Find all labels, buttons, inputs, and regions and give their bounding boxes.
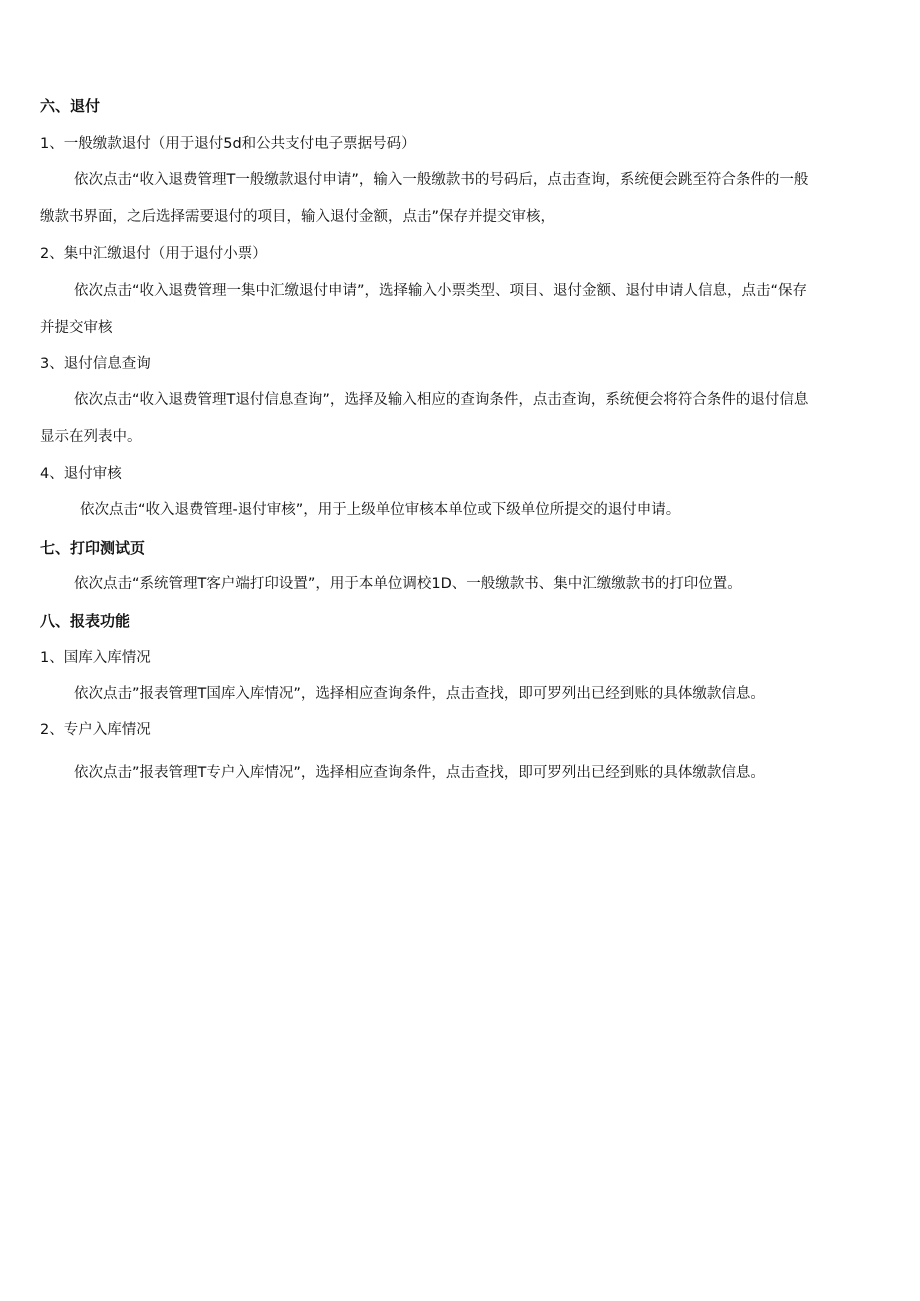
- item-title-general-refund: 1、一般缴款退付（用于退付5d和公共支付电子票据号码）: [40, 136, 416, 152]
- paragraph-line: 依次点击“收入退费管理T退付信息查询”，选择及输入相应的查询条件，点击查询，系统便会将符合条件的退付信息: [74, 392, 809, 408]
- paragraph-line: 依次点击“收入退费管理一集中汇缴退付申请”，选择输入小票类型、项目、退付金额、退付申请人信息，点击“保存: [74, 283, 808, 299]
- paragraph-line: 依次点击“收入退费管理T一般缴款退付申请”，输入一般缴款书的号码后，点击查询，系统便会跳至符合条件的一般: [74, 172, 809, 188]
- paragraph-line: 依次点击”报表管理T国库入库情况”，选择相应查询条件，点击查找，即可罗列出已经到账的具体缴款信息。: [74, 686, 765, 702]
- paragraph-line: 依次点击”报表管理T专户入库情况”，选择相应查询条件，点击查找，即可罗列出已经到账的具体缴款信息。: [74, 765, 765, 781]
- paragraph-line: 并提交审核: [40, 320, 113, 336]
- item-title-refund-review: 4、退付审核: [40, 466, 122, 482]
- item-title-special-account-storage: 2、专户入库情况: [40, 722, 151, 738]
- item-title-centralized-refund: 2、集中汇缴退付（用于退付小票）: [40, 246, 267, 262]
- item-title-refund-query: 3、退付信息查询: [40, 356, 151, 372]
- paragraph-line: 缴款书界面，之后选择需要退付的项目，输入退付金额，点击”保存并提交审核，: [40, 209, 556, 225]
- paragraph-line: 显示在列表中。: [40, 429, 142, 445]
- section-heading-print: 七、打印测试页: [40, 539, 146, 557]
- section-heading-report: 八、报表功能: [40, 612, 131, 630]
- item-title-treasury-storage: 1、国库入库情况: [40, 650, 151, 666]
- paragraph-line: 依次点击“系统管理T客户端打印设置”，用于本单位调校1D、一般缴款书、集中汇缴缴款书的打印位置。: [74, 576, 742, 592]
- paragraph-line: 依次点击“收入退费管理-退付审核”，用于上级单位审核本单位或下级单位所提交的退付申请。: [80, 502, 681, 518]
- section-heading-refund: 六、退付: [40, 97, 101, 115]
